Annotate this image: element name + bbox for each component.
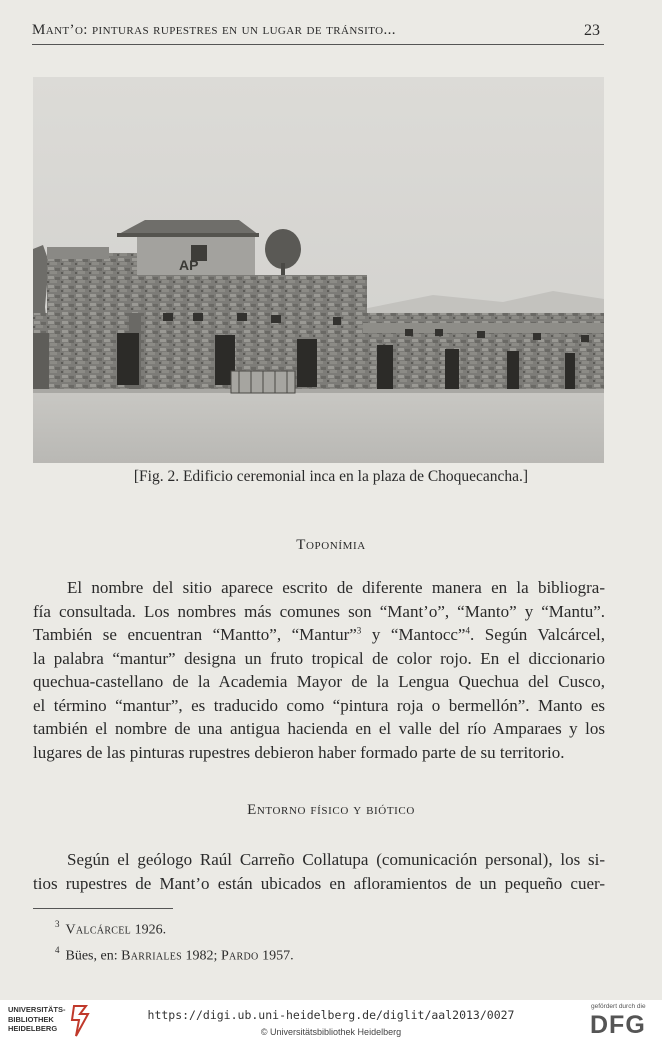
text-line: tios rupestres de Mant’o están ubicados en afloramientos de un pequeño cuer- [33,873,605,893]
footnote-4: $^4$ Bües, en: Barriales 1982; Pardo 1957. [55,944,294,964]
copyright-notice: © Universitätsbibliothek Heidelberg [260,1027,402,1037]
text-line: Según el geólogo Raúl Carreño Collatupa (comunicación personal), los si- [67,850,605,869]
library-logo[interactable]: UNIVERSITÄTS- BIBLIOTHEK HEIDELBERG [8,1005,66,1033]
footnote-ref-4[interactable]: 4 [465,625,470,636]
photo-sign: AP [179,257,199,273]
figure-caption: [Fig. 2. Edificio ceremonial inca en la plaza de Choquecancha.] [133,468,529,485]
running-head [32,22,604,45]
funder-note: gefördert durch die [591,1003,646,1010]
paragraph-toponimia [33,576,605,764]
footnote-ref-3[interactable]: 3 [356,625,362,636]
dfg-logo[interactable]: DFG [590,1011,646,1039]
footnotes [55,915,294,966]
figure-photo [33,77,604,463]
section-heading-toponimia: Toponímia [296,537,366,553]
section-heading-entorno: Entorno físico y biótico [247,802,415,818]
text-line: También se encuentran “Mantto”, “Mantur”$^3$ y “Mantocc”$^4$. Según Valcárcel, [33,625,606,644]
text-line: fía consultada. Los nombres más comunes son “Mant’o”, “Manto” y “Mantu”. [33,601,605,621]
text-line: lugares de las pinturas rupestres debieron haber formado parte de su territorio. [33,742,565,762]
text-line: también el nombre de una antigua hacienda en el valle del río Amparaes y los [33,719,605,738]
page-number: 23 [584,22,600,39]
viewer-footer [0,1000,662,1044]
footnote-divider [33,908,173,909]
text-line: la palabra “mantur” designa un fruto tropical de color rojo. En el diccionario [33,648,605,668]
paragraph-entorno [33,848,605,895]
running-title: Mant’o: pinturas rupestres en un lugar de tránsito... [32,22,396,38]
text-line: quechua-castellano de la Academia Mayor de la Lengua Quechua del Cusco, [33,672,605,691]
footnote-3: $^3$ Valcárcel 1926. [55,919,167,938]
permalink-url[interactable]: https://digi.ub.uni-heidelberg.de/diglit/aal2013/0027 [147,1008,515,1022]
text-line: el término “mantur”, es traducido como “pintura roja o bermellón”. Manto es [33,695,605,715]
text-line: El nombre del sitio aparece escrito de diferente manera en la bibliogra- [67,578,605,597]
